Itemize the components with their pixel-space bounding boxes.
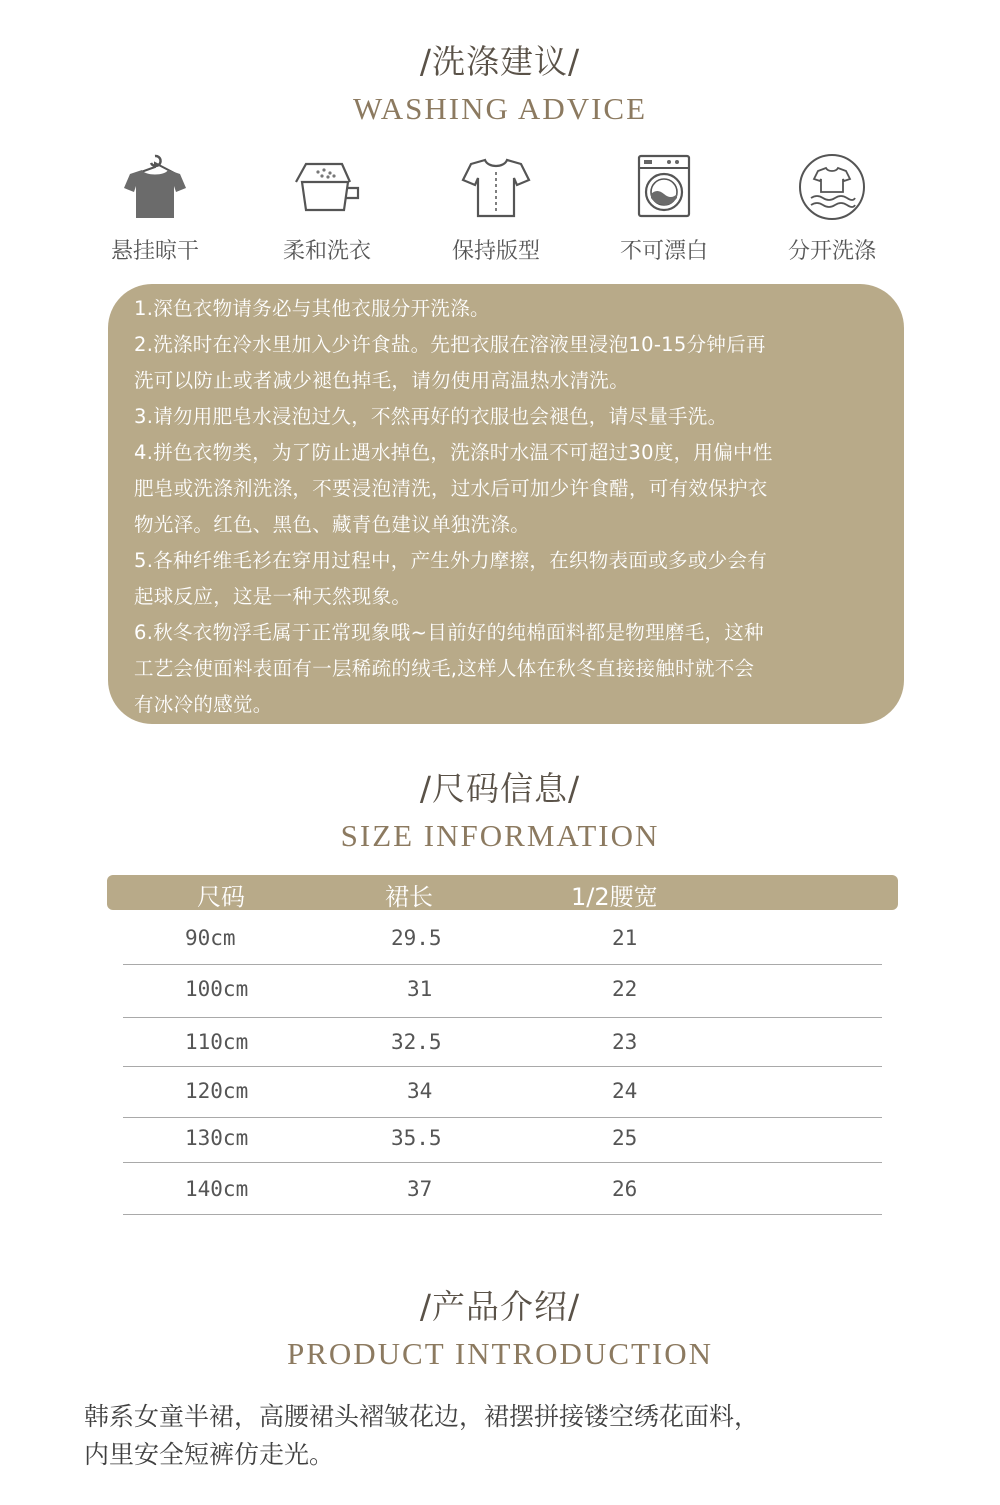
advice-line: 5.各种纤维毛衫在穿用过程中，产生外力摩擦，在织物表面或多或少会有 [134, 549, 768, 572]
advice-line: 2.洗涤时在冷水里加入少许食盐。先把衣服在溶液里浸泡10-15分钟后再 [134, 333, 766, 356]
product-title [0, 1281, 1000, 1372]
cell-length: 29.5 [391, 926, 442, 950]
cell-waist: 21 [612, 926, 638, 950]
product-title-cn: /产品介绍/ [419, 1287, 581, 1326]
no-bleach-icon [629, 152, 699, 222]
table-row [123, 1067, 882, 1118]
care-item-separate-wash [747, 152, 917, 265]
keep-shape-icon [461, 152, 531, 222]
care-label: 保持版型 [451, 239, 540, 264]
advice-line: 6.秋冬衣物浮毛属于正常现象哦~目前好的纯棉面料都是物理磨毛，这种 [134, 621, 764, 644]
cell-length: 35.5 [391, 1126, 442, 1150]
care-label: 分开洗涤 [787, 239, 876, 264]
cell-size: 130cm [185, 1126, 249, 1150]
care-item-no-bleach [579, 152, 749, 265]
cell-waist: 26 [612, 1177, 638, 1201]
cell-size: 110cm [185, 1030, 249, 1054]
cell-length: 32.5 [391, 1030, 442, 1054]
care-label: 不可漂白 [619, 239, 708, 264]
cell-size: 140cm [185, 1177, 249, 1201]
hanging-dry-icon [120, 152, 190, 222]
size-title-cn: /尺码信息/ [419, 769, 581, 808]
care-label: 柔和洗衣 [282, 239, 371, 264]
advice-line: 3.请勿用肥皂水浸泡过久，不然再好的衣服也会褪色，请尽量手洗。 [134, 405, 728, 428]
cell-size: 90cm [185, 926, 236, 950]
size-title-en: SIZE INFORMATION [340, 818, 660, 853]
header-skirt-length: 裙长 [385, 883, 433, 911]
washing-title-en: WASHING ADVICE [352, 91, 648, 126]
advice-line: 有冰冷的感觉。 [134, 693, 273, 716]
advice-line: 起球反应，这是一种天然现象。 [134, 585, 412, 608]
washing-advice-box [108, 284, 904, 724]
separate-wash-icon [797, 152, 867, 222]
advice-line: 工艺会使面料表面有一层稀疏的绒毛,这样人体在秋冬直接接触时就不会 [134, 657, 755, 680]
header-half-waist: 1/2腰宽 [571, 883, 658, 911]
table-row [123, 1118, 882, 1163]
care-icons-row [78, 152, 928, 272]
care-item-gentle-wash [242, 152, 412, 265]
advice-line: 肥皂或洗涤剂洗涤，不要浸泡清洗，过水后可加少许食醋，可有效保护衣 [134, 477, 768, 500]
cell-size: 100cm [185, 977, 249, 1001]
care-item-hanging-dry [70, 152, 240, 265]
product-description-line: 韩系女童半裙，高腰裙头褶皱花边，裙摆拼接镂空绣花面料， [84, 1402, 760, 1431]
care-item-keep-shape [411, 152, 581, 265]
washing-title-cn: /洗涤建议/ [419, 42, 581, 81]
washing-title [0, 36, 1000, 127]
product-title-en: PRODUCT INTRODUCTION [286, 1336, 714, 1371]
product-description [84, 1398, 944, 1474]
cell-length: 31 [407, 977, 433, 1001]
advice-line: 4.拼色衣物类，为了防止遇水掉色，洗涤时水温不可超过30度，用偏中性 [134, 441, 773, 464]
gentle-wash-icon [292, 152, 362, 222]
cell-size: 120cm [185, 1079, 249, 1103]
advice-line: 物光泽。红色、黑色、藏青色建议单独洗涤。 [134, 513, 531, 536]
cell-waist: 25 [612, 1126, 638, 1150]
table-row [123, 1018, 882, 1067]
table-row [123, 1163, 882, 1215]
cell-waist: 22 [612, 977, 638, 1001]
cell-waist: 24 [612, 1079, 638, 1103]
size-table-header [107, 875, 898, 910]
cell-length: 34 [407, 1079, 433, 1103]
table-row [123, 914, 882, 965]
cell-waist: 23 [612, 1030, 638, 1054]
cell-length: 37 [407, 1177, 433, 1201]
care-label: 悬挂晾干 [110, 239, 199, 264]
advice-line: 1.深色衣物请务必与其他衣服分开洗涤。 [134, 297, 490, 320]
header-size: 尺码 [197, 883, 245, 911]
table-row [123, 965, 882, 1018]
size-title [0, 763, 1000, 854]
advice-line: 洗可以防止或者减少褪色掉毛，请勿使用高温热水清洗。 [134, 369, 630, 392]
product-description-line: 内里安全短裤仿走光。 [84, 1440, 335, 1469]
